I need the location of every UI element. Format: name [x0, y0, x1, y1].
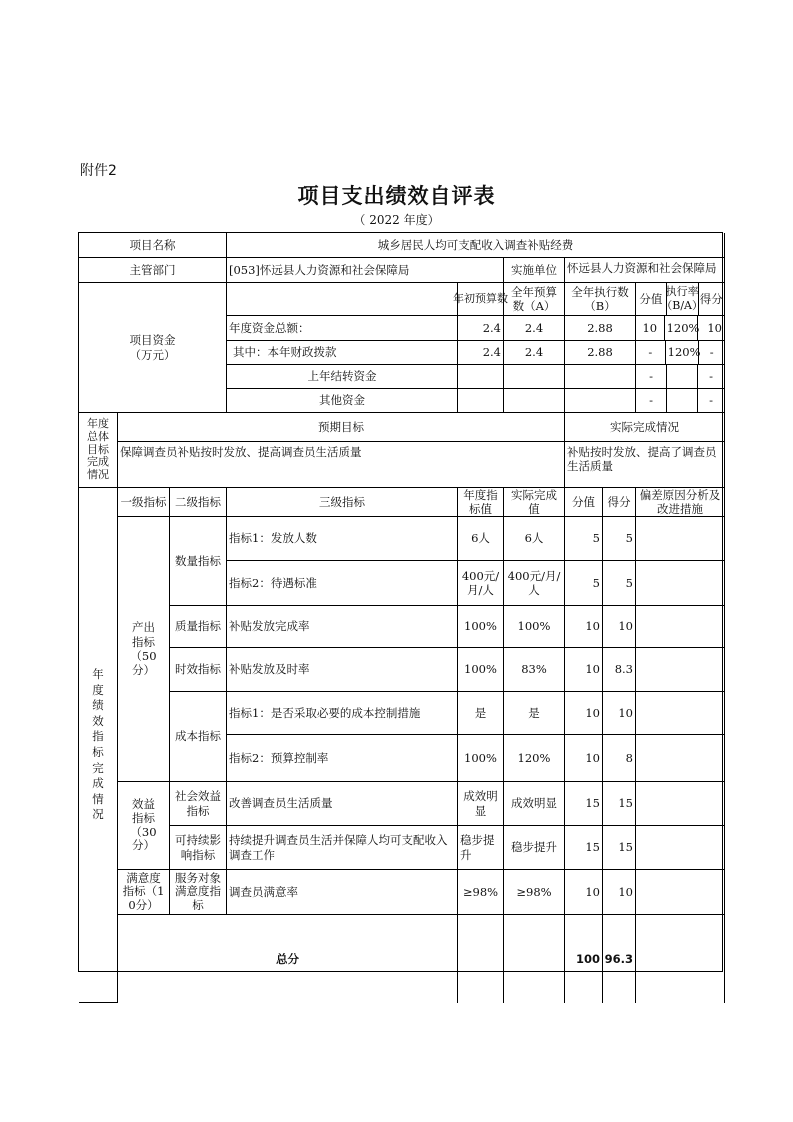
indicator-value: 10: [565, 735, 603, 782]
indicator-value: 10: [565, 648, 603, 692]
expected-goal-text: 保障调查员补贴按时发放、提高调查员生活质量: [118, 442, 565, 488]
expected-goal-header: 预期目标: [118, 413, 565, 442]
level1-benefit: 效益指标（30分）: [118, 782, 170, 870]
actual-done-header: 实际完成情况: [565, 413, 725, 442]
funds-header-exec: 全年执行数（B）: [565, 283, 636, 316]
funds-row-budget: [504, 365, 565, 389]
indicator-value: 15: [565, 782, 603, 826]
funds-row-label: 上年结转资金: [227, 365, 458, 389]
total-analysis: [636, 915, 725, 1003]
level2-timeliness: 时效指标: [170, 648, 227, 692]
indicator-score: 10: [603, 606, 636, 648]
funds-row-exec: 2.88: [565, 341, 636, 365]
level1-output: 产出指标（50分）: [118, 517, 170, 782]
indicator-score: 10: [603, 870, 636, 915]
indicator-value: 5: [565, 517, 603, 561]
funds-row-label: 其他资金: [227, 389, 458, 413]
funds-row-exec: [565, 389, 636, 413]
overall-goal-label: 年度总体目标完成情况: [79, 413, 118, 488]
total-target: [458, 915, 504, 1003]
indicator-name: 指标2：预算控制率: [227, 735, 458, 782]
funds-header-value: 分值: [636, 283, 667, 315]
indicator-value: 10: [565, 870, 603, 915]
indicator-name: 改善调查员生活质量: [227, 782, 458, 826]
indicator-analysis: [636, 648, 725, 692]
funds-row-initial: 2.4: [458, 341, 504, 365]
funds-row-score: -: [709, 345, 714, 360]
indicator-score: 10: [603, 692, 636, 735]
indicator-name: 指标1：发放人数: [227, 517, 458, 561]
funds-row-value: 10: [636, 316, 665, 340]
funds-header-initial: 年初预算数: [458, 283, 504, 316]
indicator-target: 6人: [458, 517, 504, 561]
header-actual: 实际完成值: [504, 488, 565, 517]
indicator-analysis: [636, 606, 725, 648]
year-line: （ 2022 年度）: [353, 213, 440, 227]
indicator-analysis: [636, 561, 725, 606]
indicator-actual: 400元/月/人: [504, 561, 565, 606]
indicator-value: 10: [565, 606, 603, 648]
indicator-analysis: [636, 517, 725, 561]
indicator-actual: 83%: [504, 648, 565, 692]
funds-row-initial: 2.4: [458, 316, 504, 341]
indicator-target: 100%: [458, 735, 504, 782]
funds-row-score: 10: [707, 320, 722, 335]
level1-satisfaction: 满意度指标（10分）: [118, 870, 170, 915]
funds-row-tail: [636, 365, 725, 389]
funds-row-rate: [667, 389, 698, 412]
indicator-actual: 是: [504, 692, 565, 735]
funds-header-budget: 全年预算数（A）: [504, 283, 565, 316]
funds-row-label: 其中：本年财政拨款: [227, 341, 458, 365]
total-label: 总分: [118, 915, 458, 1003]
funds-row-budget: 2.4: [504, 316, 565, 341]
funds-header-rate: 执行率（B/A）: [667, 283, 699, 315]
level2-sustain: 可持续影响指标: [170, 826, 227, 870]
indicator-score: 15: [603, 826, 636, 870]
funds-row-rate: 120%: [666, 341, 700, 364]
funds-row-initial: [458, 389, 504, 413]
funds-label: 项目资金 （万元）: [79, 283, 227, 413]
indicator-score: 15: [603, 782, 636, 826]
indicator-analysis: [636, 826, 725, 870]
indicator-target: 100%: [458, 606, 504, 648]
dept-label: 主管部门: [79, 258, 227, 283]
funds-row-tail: [636, 316, 725, 341]
indicator-actual: 成效明显: [504, 782, 565, 826]
funds-row-exec: 2.88: [565, 316, 636, 341]
level2-social: 社会效益指标: [170, 782, 227, 826]
total-value: 100: [565, 915, 603, 1003]
funds-row-value: -: [636, 389, 667, 412]
funds-row-budget: 2.4: [504, 341, 565, 365]
page-title: 项目支出绩效自评表: [297, 184, 496, 208]
indicator-target: 稳步提升: [458, 826, 504, 870]
attachment-label: 附件2: [80, 163, 117, 179]
indicator-analysis: [636, 735, 725, 782]
indicator-actual: 100%: [504, 606, 565, 648]
funds-row-tail: [636, 341, 725, 365]
indicator-analysis: [636, 692, 725, 735]
level2-quantity: 数量指标: [170, 517, 227, 606]
indicator-target: ≥98%: [458, 870, 504, 915]
indicator-value: 15: [565, 826, 603, 870]
funds-header-blank: [227, 283, 458, 316]
funds-row-rate: 120%: [665, 316, 699, 340]
funds-row-value: -: [636, 341, 666, 364]
indicator-name: 补贴发放完成率: [227, 606, 458, 648]
total-score: 96.3: [603, 915, 636, 1003]
funds-row-budget: [504, 389, 565, 413]
funds-row-label: 年度资金总额：: [227, 316, 458, 341]
funds-row-tail: [636, 389, 725, 413]
perf-block-label: 年度绩效指标完成情况: [79, 488, 118, 1003]
header-analysis: 偏差原因分析及改进措施: [636, 488, 725, 517]
indicator-value: 5: [565, 561, 603, 606]
indicator-actual: ≥98%: [504, 870, 565, 915]
indicator-actual: 稳步提升: [504, 826, 565, 870]
impl-unit-label: 实施单位: [504, 258, 565, 283]
indicator-name: 调查员满意率: [227, 870, 458, 915]
funds-row-initial: [458, 365, 504, 389]
level2-service: 服务对象满意度指标: [170, 870, 227, 915]
funds-row-value: -: [636, 365, 667, 388]
indicator-name: 指标2：待遇标准: [227, 561, 458, 606]
funds-row-exec: [565, 365, 636, 389]
impl-unit-value: 怀远县人力资源和社会保障局: [565, 258, 725, 283]
indicator-name: 持续提升调查员生活并保障人均可支配收入调查工作: [227, 826, 458, 870]
evaluation-table: [78, 232, 723, 972]
funds-row-score: -: [709, 393, 714, 408]
indicator-name: 补贴发放及时率: [227, 648, 458, 692]
funds-header-score: 得分: [699, 291, 723, 306]
indicator-analysis: [636, 870, 725, 915]
funds-header-tail: [636, 283, 725, 316]
indicator-score: 5: [603, 561, 636, 606]
header-level3: 三级指标: [227, 488, 458, 517]
header-level2: 二级指标: [170, 488, 227, 517]
indicator-name: 指标1：是否采取必要的成本控制措施: [227, 692, 458, 735]
funds-row-score: -: [709, 369, 714, 384]
indicator-target: 是: [458, 692, 504, 735]
header-level1: 一级指标: [118, 488, 170, 517]
indicator-value: 10: [565, 692, 603, 735]
project-name-label: 项目名称: [79, 233, 227, 258]
header-score: 得分: [603, 488, 636, 517]
dept-value: [053]怀远县人力资源和社会保障局: [227, 258, 504, 283]
level2-cost: 成本指标: [170, 692, 227, 782]
header-target: 年度指标值: [458, 488, 504, 517]
total-actual: [504, 915, 565, 1003]
indicator-target: 100%: [458, 648, 504, 692]
indicator-actual: 120%: [504, 735, 565, 782]
indicator-actual: 6人: [504, 517, 565, 561]
indicator-analysis: [636, 782, 725, 826]
indicator-score: 5: [603, 517, 636, 561]
project-name-value: 城乡居民人均可支配收入调查补贴经费: [227, 233, 725, 258]
funds-row-rate: [667, 365, 698, 388]
actual-done-text: 补贴按时发放、提高了调查员生活质量: [565, 442, 725, 488]
level2-quality: 质量指标: [170, 606, 227, 648]
indicator-score: 8.3: [603, 648, 636, 692]
indicator-target: 成效明显: [458, 782, 504, 826]
indicator-target: 400元/月/人: [458, 561, 504, 606]
header-value: 分值: [565, 488, 603, 517]
indicator-score: 8: [603, 735, 636, 782]
